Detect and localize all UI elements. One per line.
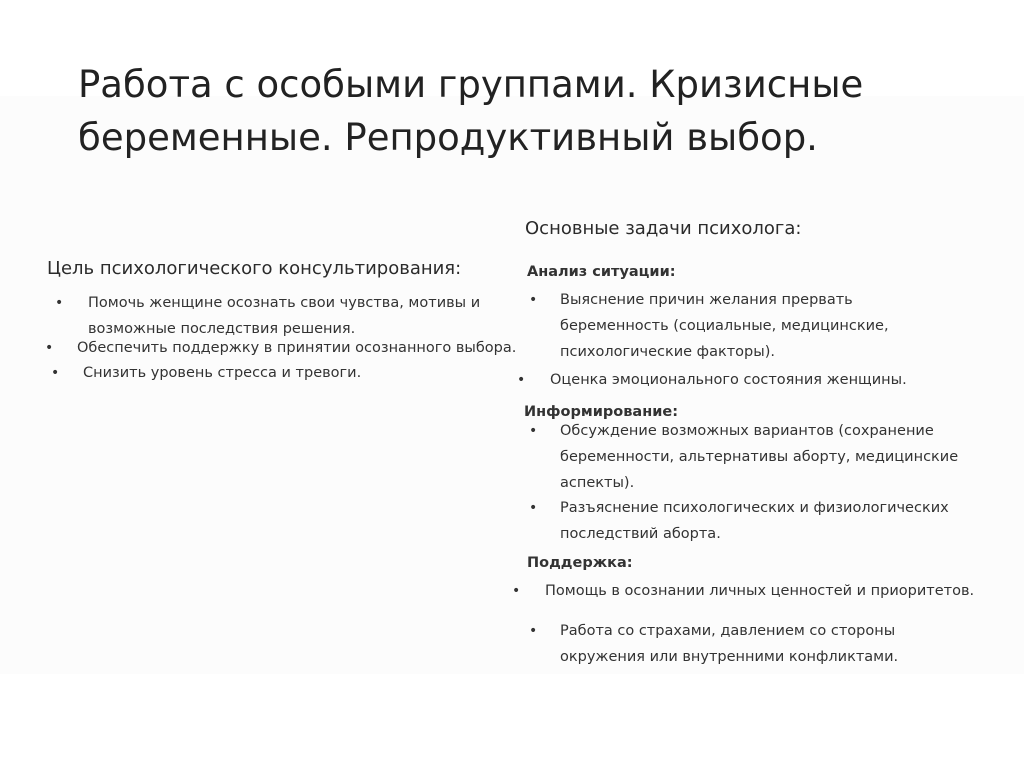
bullet-icon: • <box>51 365 60 381</box>
slide-title: Работа с особыми группами. Кризисные беременные. Репродуктивный выбор. <box>78 63 864 159</box>
bullet-icon: • <box>512 583 521 599</box>
bullet-icon: • <box>529 500 538 516</box>
goal-item-2: • Обеспечить поддержку в принятии осознанного выбора. <box>77 335 537 361</box>
goal-item-3: • Снизить уровень стресса и тревоги. <box>83 360 503 386</box>
bullet-icon: • <box>529 292 538 308</box>
bullet-icon: • <box>517 372 526 388</box>
informing-label: Информирование: <box>524 404 679 420</box>
analysis-label: Анализ ситуации: <box>527 264 676 280</box>
goal-heading: Цель психологического консультирования: <box>47 258 462 279</box>
bullet-icon: • <box>45 340 54 356</box>
analysis-item-2: • Оценка эмоционального состояния женщины. <box>550 367 970 393</box>
bullet-icon: • <box>529 423 538 439</box>
support-item-1: • Помощь в осознании личных ценностей и приоритетов. <box>545 578 1005 604</box>
informing-item-1: • Обсуждение возможных вариантов (сохранение беременности, альтернативы аборту, медицинские аспекты). <box>560 418 980 496</box>
tasks-heading: Основные задачи психолога: <box>525 218 802 239</box>
bullet-icon: • <box>529 623 538 639</box>
informing-item-2: • Разъяснение психологических и физиологических последствий аборта. <box>560 495 980 547</box>
goal-item-1: • Помочь женщине осознать свои чувства, мотивы и возможные последствия решения. <box>88 290 508 342</box>
bullet-icon: • <box>55 295 64 311</box>
support-item-2: • Работа со страхами, давлением со стороны окружения или внутренними конфликтами. <box>560 618 920 670</box>
support-label: Поддержка: <box>527 555 633 571</box>
analysis-item-1: • Выяснение причин желания прервать беременность (социальные, медицинские, психологические факторы). <box>560 287 920 365</box>
